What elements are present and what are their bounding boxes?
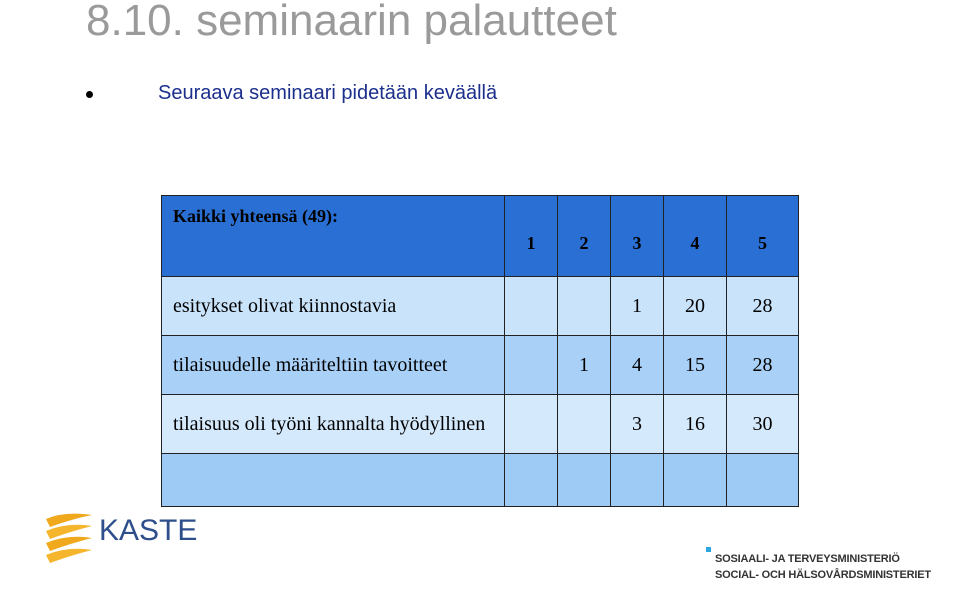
ministry-name-fi: SOSIAALI- JA TERVEYSMINISTERIÖ bbox=[715, 553, 900, 565]
scale-header: 2 bbox=[558, 196, 611, 277]
table-cell: 30 bbox=[727, 395, 799, 454]
kaste-logo bbox=[42, 509, 212, 569]
header-label: Kaikki yhteensä (49): bbox=[162, 196, 505, 277]
slide-title: 8.10. seminaarin palautteet bbox=[86, 0, 617, 45]
table-cell: 28 bbox=[727, 336, 799, 395]
scale-header: 3 bbox=[611, 196, 664, 277]
row-label bbox=[162, 454, 505, 507]
table-cell: 4 bbox=[611, 336, 664, 395]
ministry-square-icon bbox=[706, 547, 711, 552]
table-cell bbox=[727, 454, 799, 507]
kaste-wave-icon bbox=[46, 514, 92, 563]
ministry-name-sv: SOCIAL- OCH HÄLSOVÅRDSMINISTERIET bbox=[715, 569, 931, 581]
table-row bbox=[162, 336, 799, 395]
bullet-text: Seuraava seminaari pidetään keväällä bbox=[158, 82, 498, 104]
row-label: tilaisuus oli työni kannalta hyödyllinen bbox=[162, 395, 505, 454]
table-cell bbox=[505, 277, 558, 336]
row-label: esitykset olivat kiinnostavia bbox=[162, 277, 505, 336]
scale-header: 5 bbox=[727, 196, 799, 277]
table-cell bbox=[505, 336, 558, 395]
table-cell: 1 bbox=[611, 277, 664, 336]
bullet-point bbox=[86, 91, 93, 98]
table-cell bbox=[558, 395, 611, 454]
table-cell: 20 bbox=[664, 277, 727, 336]
table-cell bbox=[558, 454, 611, 507]
row-label: tilaisuudelle määriteltiin tavoitteet bbox=[162, 336, 505, 395]
table-row bbox=[162, 277, 799, 336]
table-header-row bbox=[162, 196, 799, 277]
table-cell bbox=[611, 454, 664, 507]
table-cell: 3 bbox=[611, 395, 664, 454]
table-cell: 28 bbox=[727, 277, 799, 336]
table-cell: 16 bbox=[664, 395, 727, 454]
table-cell bbox=[505, 454, 558, 507]
table-row bbox=[162, 395, 799, 454]
table-cell bbox=[558, 277, 611, 336]
table-row bbox=[162, 454, 799, 507]
table-cell: 15 bbox=[664, 336, 727, 395]
scale-header: 1 bbox=[505, 196, 558, 277]
kaste-logo-text: KASTE bbox=[99, 514, 198, 547]
table-cell: 1 bbox=[558, 336, 611, 395]
table-cell bbox=[505, 395, 558, 454]
scale-header: 4 bbox=[664, 196, 727, 277]
table-cell bbox=[664, 454, 727, 507]
feedback-table bbox=[161, 195, 799, 507]
